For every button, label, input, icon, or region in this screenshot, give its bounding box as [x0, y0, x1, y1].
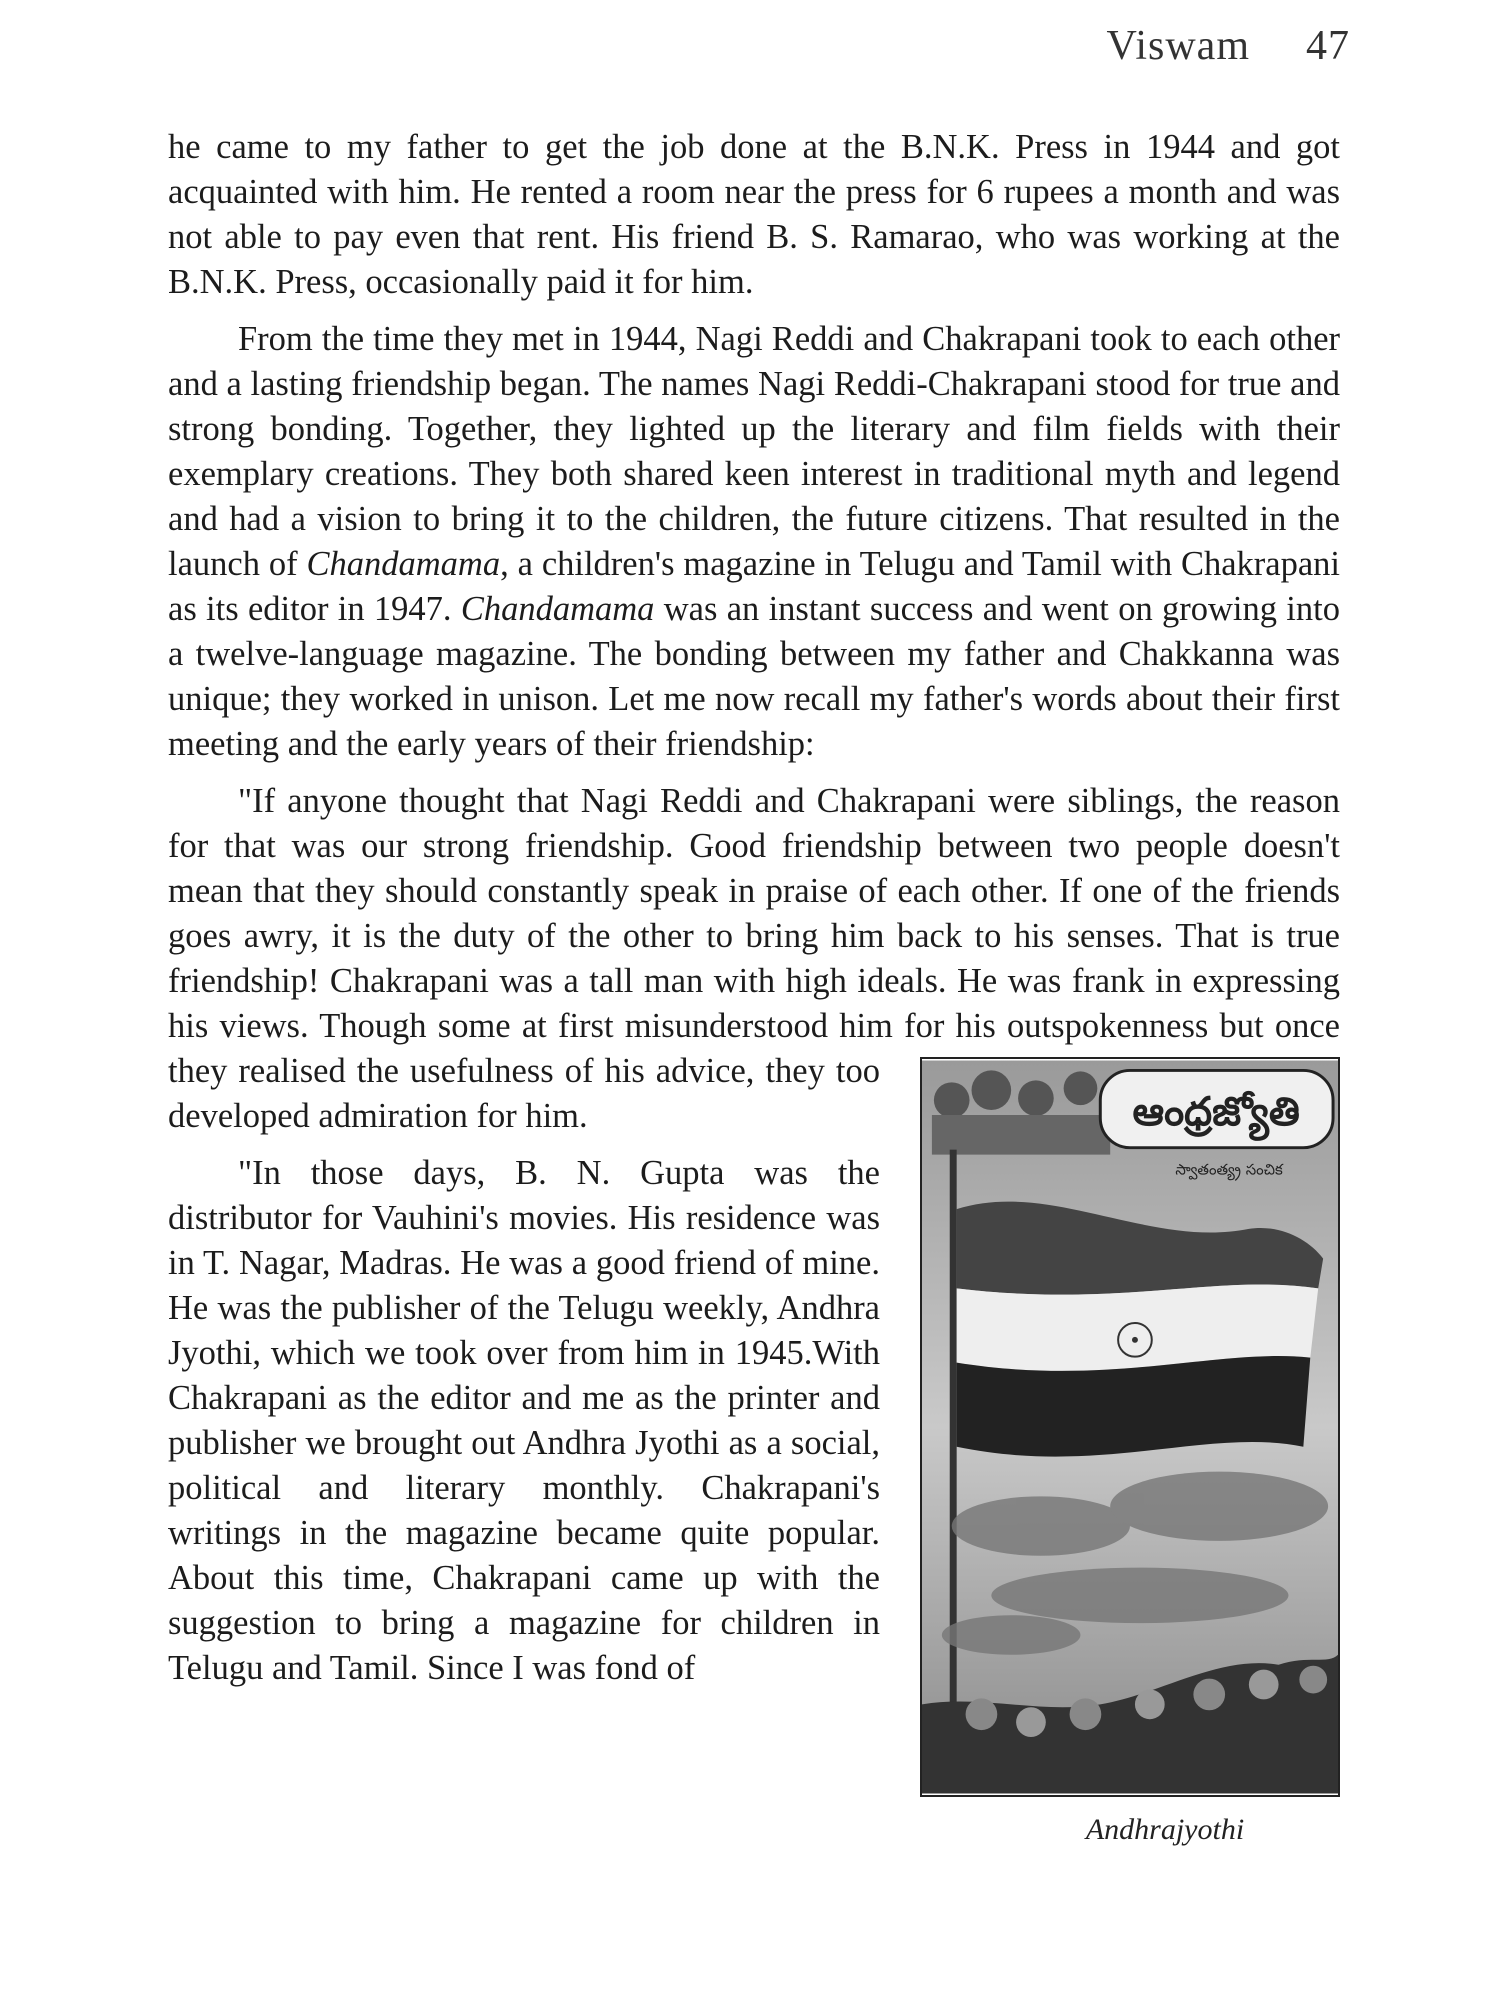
flag-pole: [950, 1150, 957, 1784]
paragraph-2-part-b: , a children's magazine in Telugu and Tamil with Chakrapani as its editor in 1947.: [168, 545, 1341, 628]
paragraph-2-part-c: was an instant success and went on growing into a twelve-language magazine. The bonding between my father and Chakkanna was unique; they worked in unison. Let me now recall my father's words about their first meeting and the early years of their friendship:: [168, 590, 1340, 763]
masthead-text: ఆంధ్రజ్యోతి: [1132, 1088, 1300, 1135]
paragraph-2-part-a: From the time they met in 1944, Nagi Reddi and Chakrapani took to each other and a lasting friendship began. The names Nagi Reddi-Chakrapani stood for true and strong bonding. Together, they lighted up the literary and film fields with their exemplary creations. They both shared keen interest in traditional myth and legend and had a vision to bring it to the children, the future citizens. That resulted in the launch of: [168, 320, 1340, 583]
paragraph-3-part-a: "If anyone thought that Nagi Reddi and Chakrapani were siblings, the reason for that was our strong friendship. Good friendship between two people doesn't mean that they should constantly speak in praise of each other. If one of the friends goes awry, it is the duty of the other to bring him back to his senses. That is true friendship! Chakrapani was a tall man with high ideals. He was frank in expressing his views. Though some at first misunderstood him for his outspokenness but: [168, 782, 1340, 1045]
masthead-subtitle: స్వాతంత్య్ర సంచిక: [1175, 1160, 1283, 1179]
paragraph-4: "In those days, B. N. Gupta was the distributor for Vauhini's movies. His residence was in T. Nagar, Madras. He was a good friend of mine. He was the publisher of the Telugu weekly, Andhra Jyothi, which we took over from him in 1945.With Chakrapani as the editor and me as the printer and publisher we brought out Andhra Jyothi as a social, political and literary monthly. Chakrapani's writings in the magazine became quite popular. About this time, Chakrapani came up with the suggestion to bring a magazine for children in Telugu and Tamil. Since I was fond of: [168, 1154, 880, 1687]
running-header: [1107, 22, 1350, 70]
flag-icon: [957, 1202, 1323, 1457]
page-number: 47: [1306, 23, 1350, 69]
figure-caption: Andhrajyothi: [1085, 1813, 1245, 1846]
paragraph-3-part-b: once they realised the usefulness of his advice, they too developed admiration for him.: [168, 1007, 1340, 1135]
magazine-title-italic-2: Chandamama: [460, 590, 655, 628]
magazine-title-italic-1: Chandamama: [306, 545, 501, 583]
magazine-cover-figure: [920, 1057, 1340, 1852]
paragraph-2: [168, 317, 1340, 767]
running-title: Viswam: [1106, 23, 1250, 69]
paragraph-1: he came to my father to get the job done at the B.N.K. Press in 1944 and got acquainted with him. He rented a room near the press for 6 rupees a month and was not able to pay even that rent. His friend B. S. Ramarao, who was working at the B.N.K. Press, occasionally paid it for him.: [168, 128, 1340, 301]
andhrajyothi-cover-illustration: [920, 1057, 1340, 1797]
page-body: [168, 125, 1340, 1852]
